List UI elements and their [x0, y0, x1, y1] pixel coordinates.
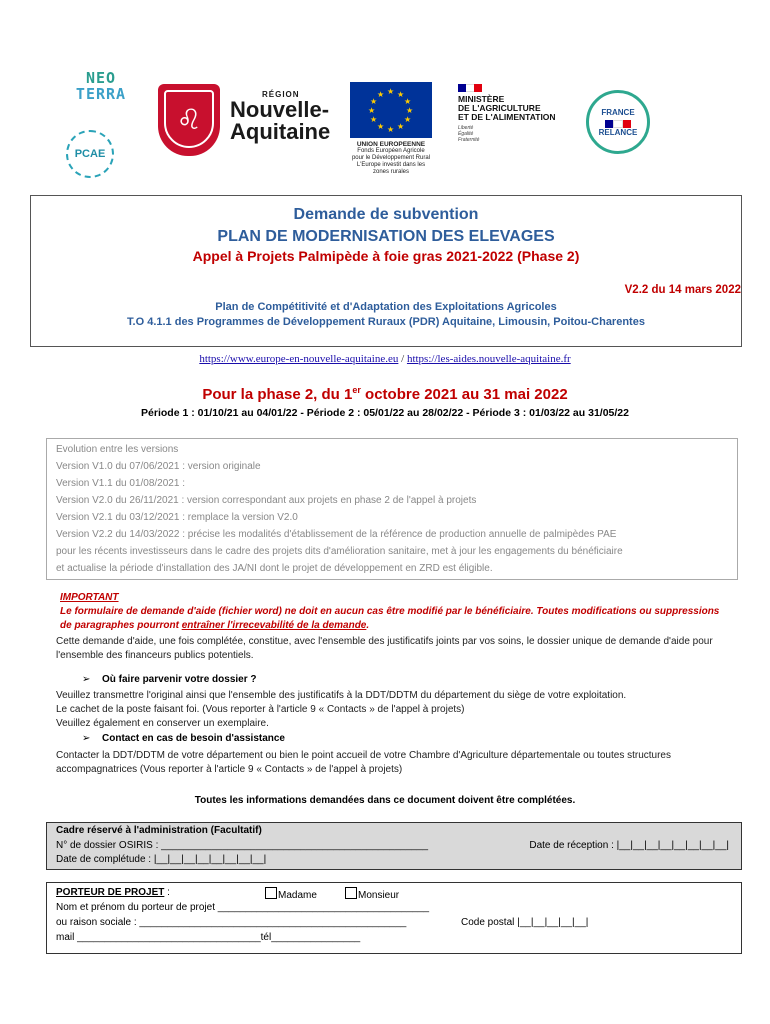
phase-dates	[0, 385, 770, 403]
title-box	[30, 195, 742, 347]
devise-egalite: Égalité	[458, 131, 474, 137]
important-text	[60, 605, 730, 633]
phase-sup: er	[352, 385, 361, 395]
france-relance-logo	[586, 90, 650, 154]
to-programmes: T.O 4.1.1 des Programmes de Développement Ruraux (PDR) Aquitaine, Limousin, Poitou-Charentes	[127, 316, 645, 328]
plan-competitivite: Plan de Compétitivité et d'Adaptation des Exploitations Agricoles	[215, 301, 557, 313]
important-text-underlined: entraîner l'irrecevabilité de la demande	[181, 620, 367, 631]
osiris-field[interactable]: N° de dossier OSIRIS : ________________________________________________	[56, 840, 429, 851]
region-name-line1: Nouvelle-	[230, 97, 330, 122]
version-history-line: Version V1.0 du 07/06/2021 : version originale	[56, 461, 261, 472]
document-subtitle: Demande de subvention	[293, 206, 479, 223]
contact-paragraph: Contacter la DDT/DDTM de votre département ou bien le point accueil de votre Chambre d'Agriculture départementale ou toutes structures accompagnatrices (Vous reporter à l'article 9 « Contacts » de l'appel à projets)	[56, 750, 671, 775]
all-fields-required-note: Toutes les informations demandées dans ce document doivent être complétées.	[194, 795, 576, 806]
ministere-line1: MINISTÈRE	[458, 94, 505, 104]
ministere-logo	[458, 84, 578, 143]
aides-link[interactable]: https://les-aides.nouvelle-aquitaine.fr	[406, 353, 571, 365]
region-name-line2: Aquitaine	[230, 119, 331, 144]
arrow-icon: ➢	[82, 674, 91, 685]
tricolor-icon	[605, 120, 631, 128]
phase-suffix: octobre 2021 au 31 mai 2022	[360, 386, 568, 403]
version-history-line: Evolution entre les versions	[56, 444, 179, 455]
eu-caption-3: L'Europe investit dans les	[356, 162, 426, 168]
porteur-title: PORTEUR DE PROJET	[56, 887, 165, 898]
version-history-line: Version V2.0 du 26/11/2021 : version correspondant aux projets en phase 2 de l'appel à projets	[56, 495, 477, 506]
document-title: PLAN DE MODERNISATION DES ELEVAGES	[217, 228, 555, 245]
eu-flag-icon: ★ ★ ★ ★ ★ ★ ★ ★ ★ ★ ★ ★	[350, 82, 432, 138]
arrow-icon: ➢	[82, 733, 91, 744]
eu-logo	[350, 82, 432, 176]
neoterra-line2: TERRA	[75, 85, 127, 103]
version-history-line: et actualise la période d'installation des JA/NI dont le projet de développement en ZRD est éligible.	[56, 563, 493, 574]
version-history-line: Version V2.1 du 03/12/2021 : remplace la version V2.0	[56, 512, 298, 523]
monsieur-checkbox[interactable]	[345, 887, 357, 899]
ministere-line3: ET DE L'ALIMENTATION	[458, 112, 556, 122]
version-history-box	[46, 438, 738, 580]
france-relance-line2: RELANCE	[598, 127, 638, 137]
madame-checkbox[interactable]	[265, 887, 277, 899]
eu-caption-4: zones rurales	[372, 169, 410, 175]
version-history-line: Version V2.2 du 14/03/2022 : précise les modalités d'établissement de la référence de production annuelle de palmipèdes PAE	[56, 529, 617, 540]
reception-date-field[interactable]: Date de réception : |__|__|__|__|__|__|__|__|	[529, 840, 729, 851]
send-instructions-3: Veuillez également en conserver un exemplaire.	[56, 718, 269, 729]
send-instructions-2: Le cachet de la poste faisant foi. (Vous reporter à l'article 9 « Contacts » de l'appel à projets)	[56, 704, 465, 715]
mail-tel-field[interactable]: mail _________________________________tél________________	[56, 932, 361, 943]
admin-title: Cadre réservé à l'administration (Facultatif)	[56, 825, 262, 836]
pcae-label: PCAE	[74, 148, 106, 160]
neoterra-logo	[70, 70, 132, 102]
links-line	[0, 353, 770, 365]
link-separator: /	[398, 353, 407, 365]
important-text-end: .	[366, 620, 370, 631]
periodes: Période 1 : 01/10/21 au 04/01/22 - Période 2 : 05/01/22 au 28/02/22 - Période 3 : 01/03/22 au 31/05/22	[141, 407, 629, 419]
important-heading: IMPORTANT	[60, 592, 119, 603]
porteur-header	[56, 887, 170, 898]
bullet-where-to-send	[82, 674, 257, 685]
ministere-line2: DE L'AGRICULTURE	[458, 103, 541, 113]
neoterra-line1: NEO	[85, 69, 117, 87]
send-instructions-1: Veuillez transmettre l'original ainsi que l'ensemble des justificatifs à la DDT/DDTM du département du siège de votre exploitation.	[56, 690, 627, 701]
version-history-line: pour les récents investisseurs dans le cadre des projets dits d'amélioration sanitaire, met à jour les engagements du bénéficiaire	[56, 546, 623, 557]
version-label: V2.2 du 14 mars 2022	[624, 284, 741, 296]
bullet-contact-label: Contact en cas de besoin d'assistance	[102, 733, 285, 744]
europe-link[interactable]: https://www.europe-en-nouvelle-aquitaine.eu	[199, 353, 399, 365]
nom-field[interactable]: Nom et prénom du porteur de projet ______________________________________	[56, 902, 430, 913]
pcae-logo	[66, 130, 114, 178]
lion-shield-icon: ♌	[158, 84, 220, 156]
porteur-box	[46, 882, 742, 954]
madame-label: Madame	[278, 890, 317, 901]
raison-sociale-field[interactable]: ou raison sociale : ________________________________________________	[56, 917, 407, 928]
version-history-line: Version V1.1 du 01/08/2021 :	[56, 478, 185, 489]
france-relance-line1: FRANCE	[601, 107, 635, 117]
intro-paragraph: Cette demande d'aide, une fois complétée, constitue, avec l'ensemble des justificatifs joints par vos soins, le dossier unique de demande d'aide pour l'ensemble des financeurs publics potentiels.	[56, 636, 713, 661]
monsieur-label: Monsieur	[358, 890, 400, 901]
completude-date-field[interactable]: Date de complétude : |__|__|__|__|__|__|__|__|	[56, 854, 267, 865]
monsieur-option[interactable]	[345, 887, 399, 901]
bullet-where-label: Où faire parvenir votre dossier ?	[102, 674, 257, 685]
devise-liberte: Liberté	[458, 125, 474, 131]
admin-reserved-box	[46, 822, 742, 870]
eu-caption-1: Fonds Européen Agricole	[357, 148, 425, 154]
porteur-colon: :	[164, 887, 170, 898]
eu-caption-2: pour le Développement Rural	[351, 155, 431, 161]
phase-prefix: Pour la phase 2, du 1	[202, 386, 353, 403]
call-for-projects: Appel à Projets Palmipède à foie gras 2021-2022 (Phase 2)	[192, 248, 580, 264]
bullet-contact	[82, 733, 285, 744]
eu-title: UNION EUROPEENNE	[356, 141, 426, 148]
madame-option[interactable]	[265, 887, 317, 901]
french-flag-icon	[458, 84, 482, 92]
region-label: RÉGION	[262, 90, 300, 99]
region-nouvelle-aquitaine-logo	[158, 84, 338, 156]
important-text-main: Le formulaire de demande d'aide (fichier word) ne doit en aucun cas être modifié par le bénéficiaire. Toutes modifications ou suppressions de paragraphes pourront	[60, 606, 720, 631]
code-postal-field[interactable]: Code postal |__|__|__|__|__|	[461, 917, 589, 928]
devise-fraternite: Fraternité	[458, 137, 480, 143]
